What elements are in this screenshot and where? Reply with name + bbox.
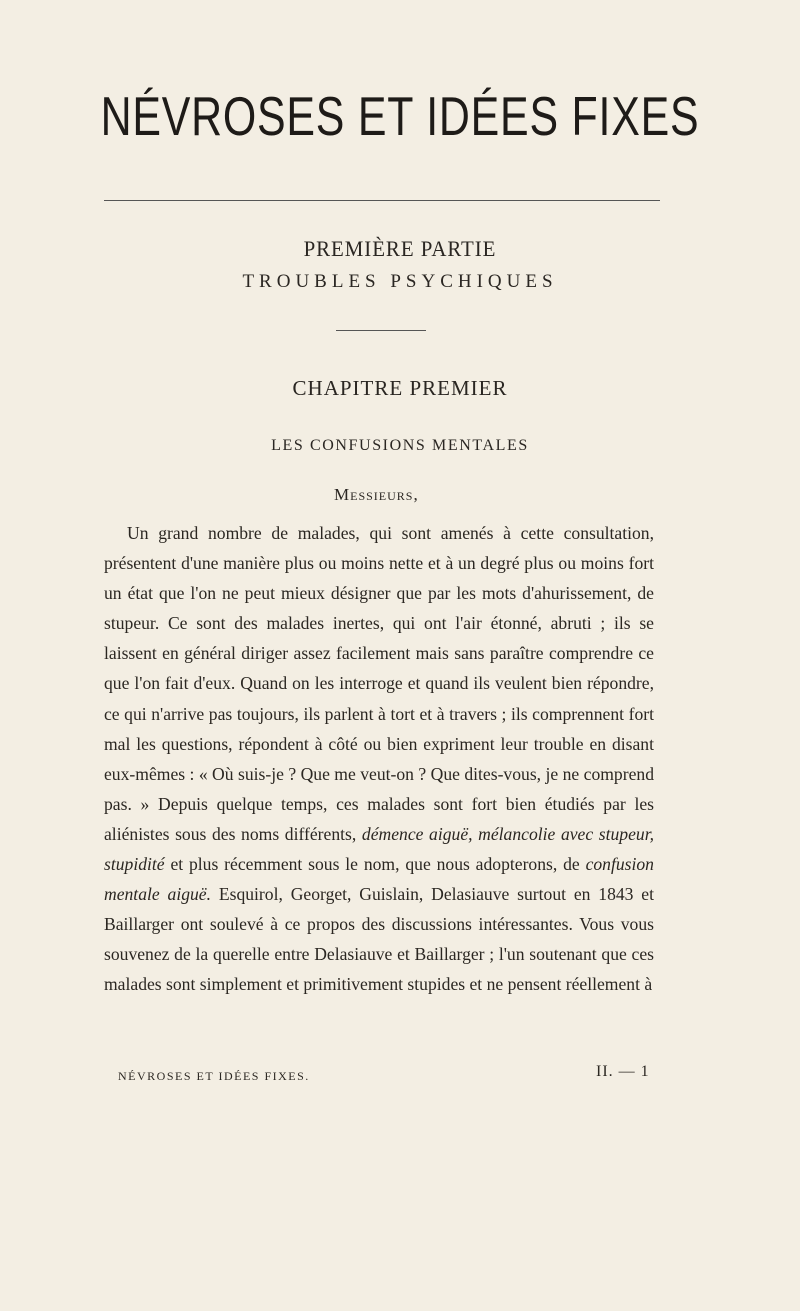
title-divider: [104, 200, 660, 201]
paragraph-text-part-1: Un grand nombre de malades, qui sont amenés à cette consultation, présentent d'une manière plus ou moins nette et à un degré plus ou moins fort un état que l'on ne peut mieux désigner que par les mots d'ahurissement, de stupeur. Ce sont des malades inertes, qui ont l'air étonné, abruti ; ils se laissent en général diriger assez facilement mais sans paraître comprendre ce que l'on fait d'eux. Quand on les interroge et quand ils veulent bien répondre, ce qui n'arrive pas toujours, ils parlent à tort et à travers ; ils comprennent fort mal les questions, répondent à côté ou bien expriment leur trouble en disant eux-mêmes : « Où suis-je ? Que me veut-on ? Que dites-vous, je ne comprend pas. » Depuis quelque temps, ces malades sont fort bien étudiés par les aliénistes sous des noms différents,: [104, 523, 654, 844]
chapter-subtitle: LES CONFUSIONS MENTALES: [271, 437, 529, 454]
page-title: NÉVROSES ET IDÉES FIXES: [100, 85, 700, 147]
paragraph-text-part-3: Esquirol, Georget, Guislain, Delasiauve surtout en 1843 et Baillarger ont soulevé à ce propos des discussions intéressantes. Vous vous souvenez de la querelle entre Delasiauve et Baillarger ; l'un soutenant que ces malades sont simplement et primitivement stupides et ne pensent réellement à: [104, 884, 655, 995]
running-footer-title: NÉVROSES ET IDÉES FIXES.: [118, 1069, 310, 1083]
paragraph-italic-term: confusion mentale aiguë.: [104, 854, 654, 905]
section-divider: [336, 330, 426, 331]
section-title: TROUBLES PSYCHIQUES: [242, 271, 558, 292]
part-title: PREMIÈRE PARTIE: [303, 236, 497, 261]
paragraph-italic-terms: démence aiguë, mélancolie avec stupeur, stupidité: [104, 823, 655, 875]
signature-mark: II. — 1: [596, 1063, 650, 1080]
salutation: Messieurs,: [334, 485, 419, 504]
chapter-title: CHAPITRE PREMIER: [292, 376, 508, 400]
paragraph-text-part-2: et plus récemment sous le nom, que nous adopterons, de: [170, 854, 580, 875]
body-paragraph: [104, 518, 654, 1000]
